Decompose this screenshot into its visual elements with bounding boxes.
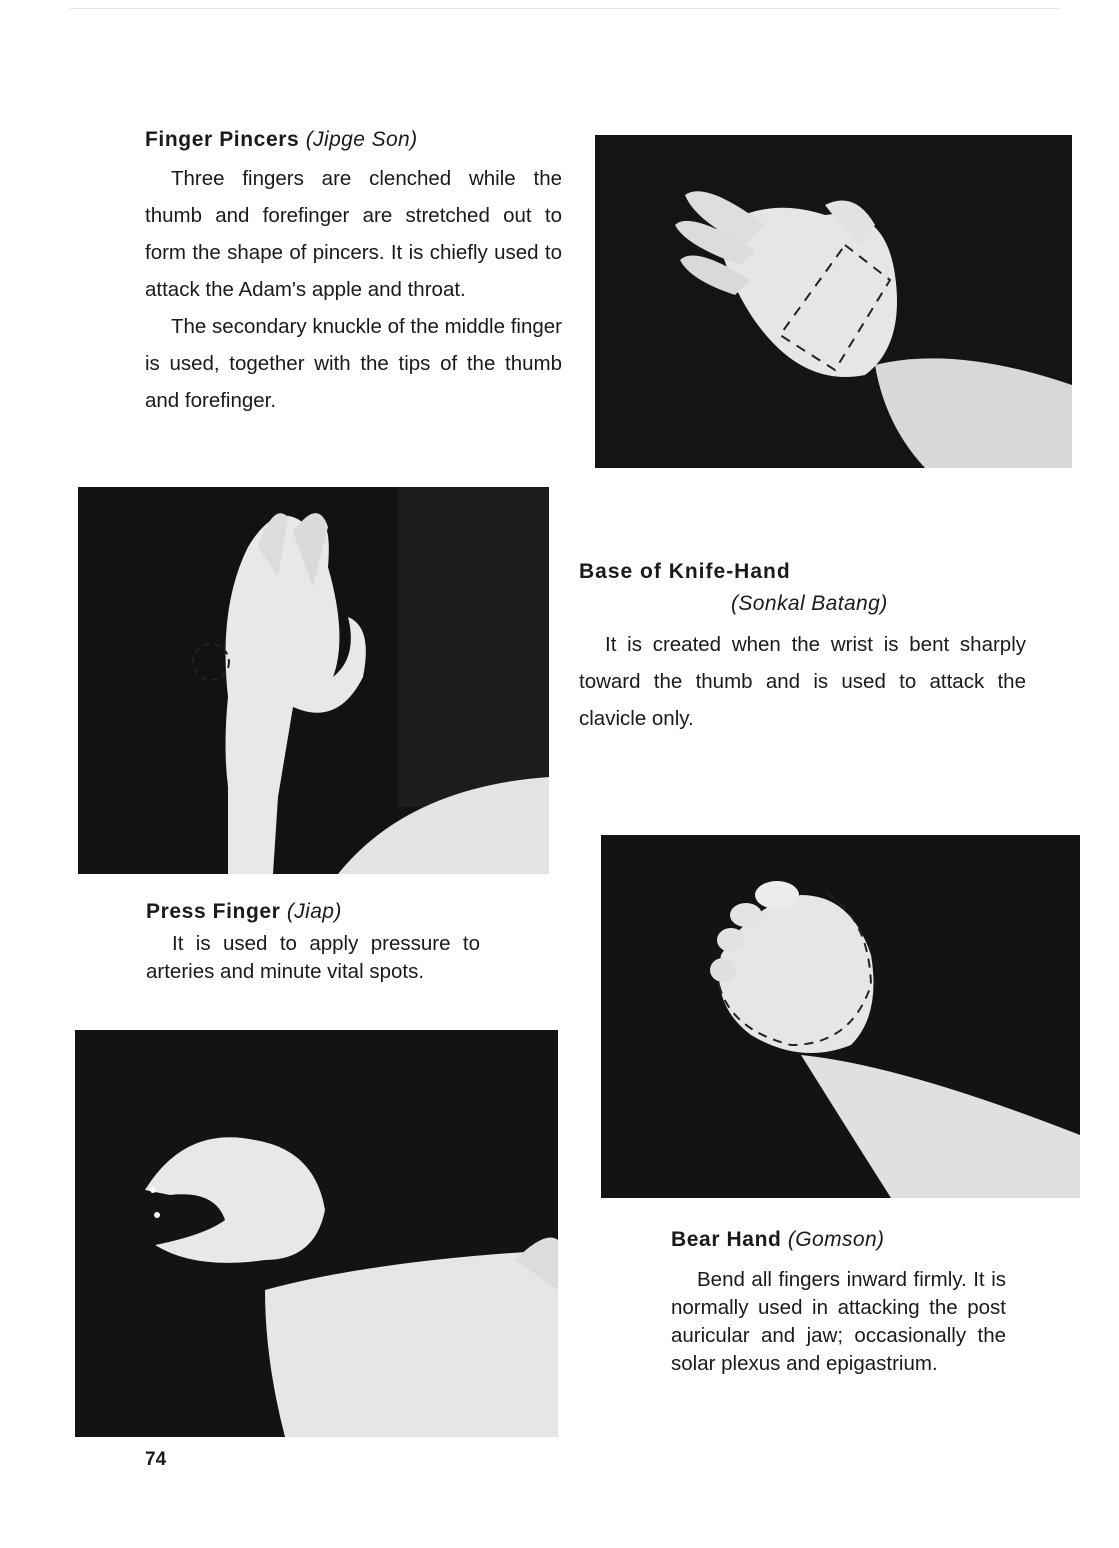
knife-hand-base-native-name: (Sonkal Batang) — [731, 592, 888, 615]
knife-hand-base-paragraph: It is created when the wrist is bent sharply toward the thumb and is used to attack the clavicle only. — [579, 633, 1026, 730]
press-finger-native-name: (Jiap) — [286, 900, 342, 923]
bear-hand-native-name: (Gomson) — [787, 1228, 885, 1251]
finger-pincers-paragraph-1: Three fingers are clenched while the thumb and forefinger are stretched out to form the shape of pincers. It is chiefly used to attack the Adam's apple and throat. — [145, 167, 562, 301]
finger-pincers-native-name: (Jipge Son) — [305, 128, 418, 151]
finger-pincers-section — [145, 128, 562, 419]
press-finger-title: Press Finger — [146, 900, 281, 923]
press-finger-photo — [75, 1030, 558, 1437]
knife-hand-base-title: Base of Knife-Hand — [579, 560, 791, 583]
finger-pincers-paragraph-2: The secondary knuckle of the middle finger is used, together with the tips of the thumb and forefinger. — [145, 315, 562, 412]
finger-pincers-title: Finger Pincers — [145, 128, 300, 151]
press-finger-paragraph: It is used to apply pressure to arteries and minute vital spots. — [146, 932, 480, 983]
bear-hand-photo — [601, 835, 1080, 1198]
press-finger-heading — [146, 900, 480, 924]
knife-hand-base-section — [579, 560, 1026, 737]
bear-hand-paragraph: Bend all fingers inward firmly. It is normally used in attacking the post auricular and jaw; occasionally the solar plexus and epigastrium. — [671, 1268, 1006, 1375]
finger-pincers-heading — [145, 128, 562, 152]
bear-hand-title: Bear Hand — [671, 1228, 782, 1251]
finger-pincers-photo — [595, 135, 1072, 468]
press-finger-section — [146, 900, 480, 986]
bear-hand-heading — [671, 1228, 1006, 1252]
knife-hand-base-native-line — [731, 592, 1026, 616]
knife-hand-base-photo — [78, 487, 549, 874]
bear-hand-section — [671, 1228, 1006, 1378]
top-edge-line — [70, 8, 1060, 9]
page-number: 74 — [145, 1449, 167, 1470]
